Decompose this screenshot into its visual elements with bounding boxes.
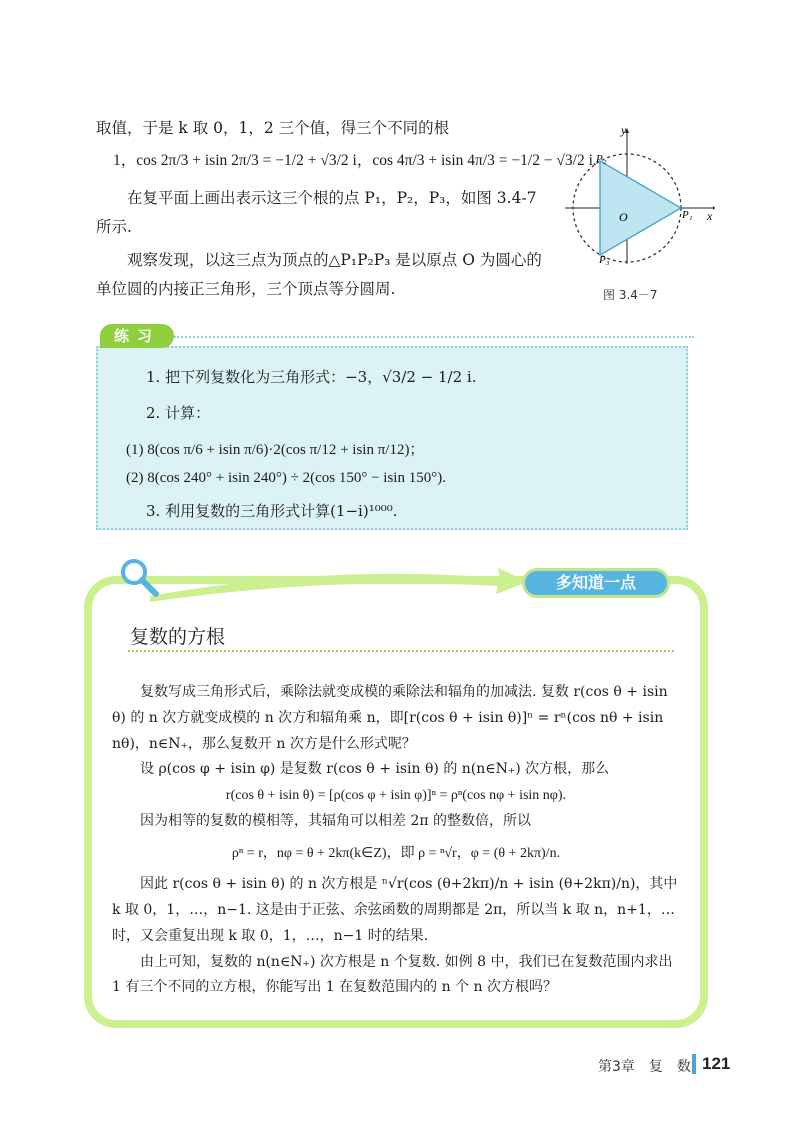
p1-label: P₁: [682, 209, 693, 221]
practice-box: [96, 346, 688, 530]
origin-label: O: [619, 210, 628, 224]
body-paragraph-4: 因此 r(cos θ + isin θ) 的 n 次方根是 ⁿ√r(cos (θ+2kπ)/n + isin (θ+2kπ)/n)，其中 k 取 0，1，…，n−1. 这是由于正弦、余弦函数的周期都是 2π，所以当 k 取 n，n+1，…时，又会重复出现 k 取 0，1，…，n−1 时的结果.: [112, 876, 678, 944]
y-label: y: [621, 123, 627, 137]
x-axis-arrow-icon: [713, 206, 715, 210]
body-paragraph-1: 复数写成三角形式后，乘除法就变成模的乘除法和辐角的加减法. 复数 r(cos θ + isin θ) 的 n 次方就变成模的 n 次方和辐角乘 n，即[r(cos θ + isin θ)]ⁿ = rⁿ(cos nθ + isin nθ)，n∈N₊，那么复数开 n 次方是什么形式呢？: [112, 684, 668, 752]
figure-caption: 图 3.4－7: [603, 288, 658, 302]
body-paragraph-3: 因为相等的复数的模相等，其辐角可以相差 2π 的整数倍，所以: [140, 812, 532, 829]
footer-accent-bar: [692, 1054, 696, 1074]
roots-formula: 1，cos 2π/3 + isin 2π/3 = −1/2 + √3/2 i，cos 4π/3 + isin 4π/3 = −1/2 − √3/2 i.: [113, 152, 597, 169]
panel-body: [112, 680, 680, 1001]
chapter-label: 第3章 复 数: [598, 1059, 691, 1075]
practice-item-1: 1. 把下列复数化为三角形式：−3，√3/2 − 1/2 i.: [146, 368, 477, 386]
equation-2: ρⁿ = r，nφ = θ + 2kπ(k∈Z)，即 ρ = ⁿ√r，φ = (θ + 2kπ)/n.: [231, 845, 561, 861]
observe-paragraph: 观察发现，以这三点为顶点的△P₁P₂P₃ 是以原点 O 为圆心的单位圆的内接正三角形，三个顶点等分圆周.: [96, 251, 542, 299]
section-title: 复数的方根: [130, 626, 226, 648]
know-more-badge: 多知道一点: [522, 568, 670, 598]
magnifier-icon: [118, 556, 162, 600]
practice-sub-1: (1) 8(cos π/6 + isin π/6)·2(cos π/12 + isin π/12)；: [126, 442, 425, 458]
body-paragraph-2: 设 ρ(cos φ + isin φ) 是复数 r(cos θ + isin θ) 的 n(n∈N₊) 次方根，那么: [140, 761, 610, 778]
plane-paragraph: 在复平面上画出表示这三个根的点 P₁，P₂，P₃，如图 3.4-7 所示.: [96, 189, 537, 237]
practice-item-2: 2. 计算：: [146, 404, 211, 422]
practice-sub-2: (2) 8(cos 240° + isin 240°) ÷ 2(cos 150° − isin 150°).: [126, 470, 446, 486]
practice-item-3: 3. 利用复数的三角形式计算(1−i)¹⁰⁰⁰.: [146, 502, 398, 520]
intro-line: 取值，于是 k 取 0，1，2 三个值，得三个不同的根: [96, 119, 450, 137]
p2-label: P₂: [596, 153, 607, 165]
practice-tag: 练习: [100, 324, 174, 348]
body-paragraph-5: 由上可知，复数的 n(n∈N₊) 次方根是 n 个复数. 如例 8 中，我们已在复数范围内求出 1 有三个不同的立方根，你能写出 1 在复数范围内的 n 个 n 次方根吗？: [112, 953, 673, 996]
p3-label: P₃: [599, 254, 610, 266]
equation-1: r(cos θ + isin θ) = [ρ(cos φ + isin φ)]ⁿ = ρⁿ(cos nφ + isin nφ).: [225, 788, 567, 803]
x-label: x: [707, 209, 713, 223]
page-number: 121: [702, 1054, 731, 1073]
equilateral-triangle: [600, 161, 681, 255]
title-divider: [128, 650, 674, 652]
arrow-band-icon: [150, 564, 530, 604]
intro-text: [96, 114, 566, 143]
practice-top-divider: [174, 336, 694, 338]
unit-circle-figure: [565, 122, 735, 272]
